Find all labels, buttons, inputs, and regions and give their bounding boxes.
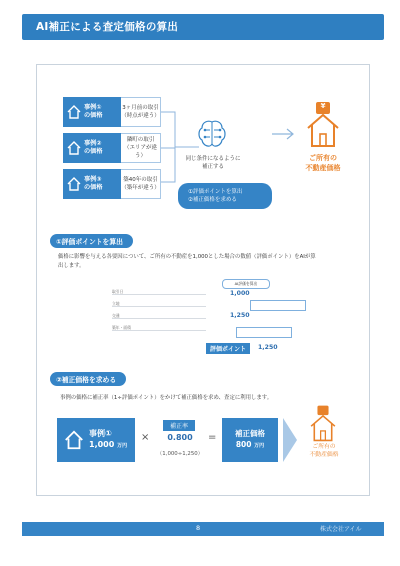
- your-property-label-small: ご所有の 不動産価格: [309, 444, 339, 458]
- eval-point-label: 評価ポイント: [206, 343, 250, 354]
- case-1-desc: 3ヶ月前の取引 （時点が違う）: [121, 97, 161, 127]
- house-icon: [66, 140, 82, 156]
- case-2-box: [63, 133, 161, 163]
- table-divider: [112, 318, 206, 319]
- case-2-desc: 隣町の取引 （エリアが違う）: [121, 133, 161, 163]
- chevron-right-icon: [283, 418, 297, 462]
- your-property-label: ご所有の 不動産価格: [305, 154, 341, 172]
- multiply-sign: ×: [141, 432, 150, 443]
- result-unit: 万円: [254, 443, 265, 449]
- section-2-heading: ②補正価格を求める: [50, 372, 126, 386]
- ai-step-2: ②補正価格を求める: [188, 197, 237, 203]
- case-2-label: 事例② の価格: [84, 140, 103, 155]
- ai-steps-bubble: [178, 183, 272, 209]
- section-1-heading: ①評価ポイントを算出: [50, 234, 133, 248]
- eval-value-base: 1,000: [230, 290, 250, 297]
- result-box: [222, 418, 278, 462]
- eval-point-value: 1,250: [258, 344, 278, 351]
- section-1-text: 価格に影響を与える各要因について、ご所有の不動産を1,000とした場合の数値（評価ポイント）をAIが算 出します。: [58, 254, 316, 269]
- result-amount: 800: [235, 440, 252, 449]
- table-divider: [112, 306, 206, 307]
- formula-case-amount-row: [89, 439, 127, 452]
- company-name: 株式会社アイル: [320, 526, 362, 533]
- house-icon: [66, 104, 82, 120]
- case-3-label-area: [63, 169, 121, 199]
- table-row-label: 交通: [112, 313, 120, 318]
- ai-step-1: ①評価ポイントを算出: [188, 189, 243, 195]
- case-1-label: 事例① の価格: [84, 104, 103, 119]
- formula-case-box: [57, 418, 135, 462]
- case-1-label-area: [63, 97, 121, 127]
- formula-case-unit: 万円: [117, 443, 128, 449]
- formula-case-amount: 1,000: [89, 440, 115, 449]
- rate-label: 補正率: [163, 420, 195, 431]
- result-label: 補正価格: [235, 429, 265, 438]
- case-3-box: [63, 169, 161, 199]
- result-amount-row: [236, 439, 264, 452]
- case-3-desc: 築40年の取引 （築年が違う）: [121, 169, 161, 199]
- table-row-label: 築年・面積: [112, 325, 131, 330]
- eval-note-mid: [250, 300, 306, 311]
- ai-caption: 同じ条件になるように 補正する: [185, 156, 241, 170]
- case-3-label: 事例③ の価格: [84, 176, 103, 191]
- table-divider: [112, 294, 206, 295]
- table-row-label: 取引日: [112, 289, 124, 294]
- case-2-label-area: [63, 133, 121, 163]
- rate-calc: （1,000÷1,250）: [156, 451, 204, 457]
- equals-sign: =: [208, 432, 217, 443]
- yen-symbol: ¥: [320, 102, 326, 110]
- house-icon: [66, 176, 82, 192]
- ai-eval-note: AI評価を算出: [222, 279, 270, 289]
- rate-value: 0.800: [167, 433, 193, 442]
- orange-house-yen-icon: [308, 404, 338, 442]
- page-number: 8: [196, 524, 201, 532]
- eval-note-low: [236, 327, 292, 338]
- table-row-label: 立地: [112, 301, 120, 306]
- case-1-box: [63, 97, 161, 127]
- section-2-text: 事例の価格に補正率（1÷評価ポイント）をかけて補正価格を求め、査定に利用します。: [60, 395, 273, 401]
- formula-case-text: [89, 428, 127, 452]
- house-icon: [63, 429, 85, 451]
- ai-brain-icon: [194, 118, 230, 150]
- eval-value-result: 1,250: [230, 312, 250, 319]
- formula-case-label: 事例①: [89, 429, 112, 438]
- arrow-right-icon: [272, 128, 298, 140]
- page-title: AI補正による査定価格の算出: [36, 21, 179, 33]
